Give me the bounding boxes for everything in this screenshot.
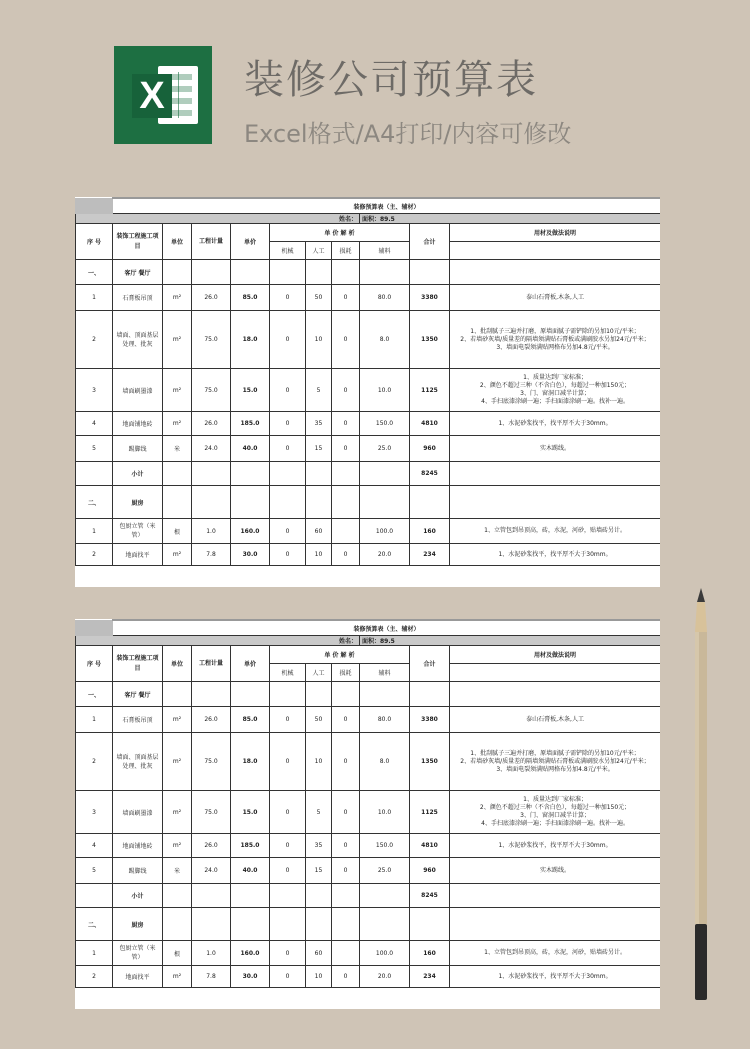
row-total: 1125 bbox=[410, 369, 450, 412]
row-qty: 26.0 bbox=[192, 412, 231, 436]
row-name: 地面找平 bbox=[113, 966, 163, 988]
row-mat: 25.0 bbox=[360, 436, 410, 462]
row-qty: 1.0 bbox=[192, 941, 231, 966]
row-name: 地面铺地砖 bbox=[113, 412, 163, 436]
row-total: 4810 bbox=[410, 834, 450, 858]
sheet-title: 装修预算表（主、辅材） bbox=[113, 620, 661, 636]
row-unit: m² bbox=[163, 791, 192, 834]
row-labor: 10 bbox=[306, 311, 332, 369]
row-mat: 80.0 bbox=[360, 285, 410, 311]
header-qty: 工程计量 bbox=[192, 224, 231, 260]
row-mech: 0 bbox=[270, 834, 306, 858]
row-qty: 75.0 bbox=[192, 791, 231, 834]
row-desc: 1、质量达到厂家标准； 2、颜色不超过三种（不含白色），每超过一种加150元； 3、门、窗洞口减半计算； 4、手扫底漆涂刷一遍；手扫面漆涂刷一遍。找补一遍。 bbox=[450, 369, 661, 412]
area-label: 面积：89.5 bbox=[360, 214, 661, 224]
section-name: 客厅 餐厅 bbox=[113, 260, 163, 285]
row-labor: 5 bbox=[306, 791, 332, 834]
subtotal-value: 8245 bbox=[410, 884, 450, 908]
row-no: 4 bbox=[76, 834, 113, 858]
row-name: 墙面刷墨漆 bbox=[113, 791, 163, 834]
header-total: 合计 bbox=[410, 646, 450, 682]
row-total: 234 bbox=[410, 544, 450, 566]
subtotal-value: 8245 bbox=[410, 462, 450, 486]
row-desc: 1、立管包到吊顶高，砖，水泥，河砂，贴墙砖另计。 bbox=[450, 519, 661, 544]
row-desc: 1、立管包到吊顶高，砖，水泥，河砂，贴墙砖另计。 bbox=[450, 941, 661, 966]
row-aux: 0 bbox=[332, 285, 360, 311]
row-qty: 26.0 bbox=[192, 707, 231, 733]
pencil-icon bbox=[694, 588, 708, 1000]
row-price: 18.0 bbox=[231, 311, 270, 369]
row-labor: 15 bbox=[306, 858, 332, 884]
row-qty: 75.0 bbox=[192, 369, 231, 412]
section-name: 客厅 餐厅 bbox=[113, 682, 163, 707]
row-aux: 0 bbox=[332, 733, 360, 791]
row-mat: 150.0 bbox=[360, 412, 410, 436]
header-seq: 序 号 bbox=[76, 646, 113, 682]
row-aux: 0 bbox=[332, 707, 360, 733]
row-mat: 20.0 bbox=[360, 544, 410, 566]
row-total: 4810 bbox=[410, 412, 450, 436]
row-desc: 1、批刮腻子三遍并打磨，原墙面腻子需铲除的另加10元/平米； 2、若墙砂灰墙/质量差的隔墙须满贴石膏板或满刷胶水另加24元/平米； 3、墙面电裂须满贴网格布另加4.8元/平米。 bbox=[450, 733, 661, 791]
section-number: 一、 bbox=[76, 682, 113, 707]
row-price: 85.0 bbox=[231, 285, 270, 311]
row-qty: 26.0 bbox=[192, 285, 231, 311]
row-aux: 0 bbox=[332, 834, 360, 858]
header-desc: 用材及做法说明 bbox=[450, 646, 661, 664]
row-mech: 0 bbox=[270, 436, 306, 462]
row-unit: m² bbox=[163, 834, 192, 858]
row-no: 5 bbox=[76, 858, 113, 884]
header-main-mat: 辅料 bbox=[360, 242, 410, 260]
section-number: 二、 bbox=[76, 486, 113, 519]
client-name-label: 姓名： bbox=[76, 636, 360, 646]
row-price: 30.0 bbox=[231, 544, 270, 566]
row-name: 石膏板吊顶 bbox=[113, 707, 163, 733]
row-price: 185.0 bbox=[231, 834, 270, 858]
row-unit: 根 bbox=[163, 941, 192, 966]
row-total: 3380 bbox=[410, 707, 450, 733]
row-mech: 0 bbox=[270, 707, 306, 733]
row-name: 包厨立管（米管） bbox=[113, 941, 163, 966]
row-price: 40.0 bbox=[231, 436, 270, 462]
row-name: 墙面、顶面基层处理、批灰 bbox=[113, 733, 163, 791]
row-price: 185.0 bbox=[231, 412, 270, 436]
row-desc: 泰山石膏板,木条,人工 bbox=[450, 707, 661, 733]
budget-table bbox=[75, 619, 660, 988]
row-mat: 8.0 bbox=[360, 311, 410, 369]
header-desc: 用材及做法说明 bbox=[450, 224, 661, 242]
row-unit: 米 bbox=[163, 436, 192, 462]
row-labor: 15 bbox=[306, 436, 332, 462]
row-unit: m² bbox=[163, 544, 192, 566]
header-item: 装饰工程施工项目 bbox=[113, 646, 163, 682]
row-unit: 根 bbox=[163, 519, 192, 544]
row-labor: 35 bbox=[306, 412, 332, 436]
section-name: 厨房 bbox=[113, 486, 163, 519]
header-main-mat: 辅料 bbox=[360, 664, 410, 682]
excel-icon bbox=[114, 46, 212, 144]
row-mat: 20.0 bbox=[360, 966, 410, 988]
row-desc: 1、水泥砂浆找平，找平厚不大于30mm。 bbox=[450, 966, 661, 988]
row-unit: m² bbox=[163, 966, 192, 988]
header-seq: 序 号 bbox=[76, 224, 113, 260]
row-aux: 0 bbox=[332, 369, 360, 412]
header-item: 装饰工程施工项目 bbox=[113, 224, 163, 260]
header-mech: 机械 bbox=[270, 664, 306, 682]
row-total: 1125 bbox=[410, 791, 450, 834]
row-aux: 0 bbox=[332, 858, 360, 884]
row-total: 1350 bbox=[410, 311, 450, 369]
row-desc: 1、质量达到厂家标准； 2、颜色不超过三种（不含白色），每超过一种加150元； 3、门、窗洞口减半计算； 4、手扫底漆涂刷一遍；手扫面漆涂刷一遍。找补一遍。 bbox=[450, 791, 661, 834]
header-analysis: 单 价 解 析 bbox=[270, 224, 410, 242]
row-no: 1 bbox=[76, 941, 113, 966]
row-desc: 实木踢线。 bbox=[450, 858, 661, 884]
spreadsheet-preview-2 bbox=[75, 619, 660, 1009]
spreadsheet-preview-1 bbox=[75, 197, 660, 587]
row-mech: 0 bbox=[270, 412, 306, 436]
row-no: 2 bbox=[76, 733, 113, 791]
row-mech: 0 bbox=[270, 791, 306, 834]
row-no: 1 bbox=[76, 519, 113, 544]
row-unit: 米 bbox=[163, 858, 192, 884]
header-price: 单价 bbox=[231, 224, 270, 260]
row-price: 30.0 bbox=[231, 966, 270, 988]
row-mat: 8.0 bbox=[360, 733, 410, 791]
row-mat: 80.0 bbox=[360, 707, 410, 733]
row-mat: 10.0 bbox=[360, 369, 410, 412]
header-total: 合计 bbox=[410, 224, 450, 260]
row-price: 15.0 bbox=[231, 369, 270, 412]
row-labor: 10 bbox=[306, 544, 332, 566]
row-mech: 0 bbox=[270, 369, 306, 412]
row-unit: m² bbox=[163, 369, 192, 412]
row-total: 960 bbox=[410, 858, 450, 884]
row-labor: 50 bbox=[306, 707, 332, 733]
row-mat: 100.0 bbox=[360, 941, 410, 966]
row-unit: m² bbox=[163, 412, 192, 436]
row-mat: 100.0 bbox=[360, 519, 410, 544]
row-desc: 1、水泥砂浆找平，找平厚不大于30mm。 bbox=[450, 412, 661, 436]
row-desc: 1、水泥砂浆找平，找平厚不大于30mm。 bbox=[450, 544, 661, 566]
row-no: 5 bbox=[76, 436, 113, 462]
row-total: 1350 bbox=[410, 733, 450, 791]
header-labor: 人工 bbox=[306, 664, 332, 682]
row-aux: 0 bbox=[332, 311, 360, 369]
row-aux bbox=[332, 519, 360, 544]
row-qty: 75.0 bbox=[192, 733, 231, 791]
row-mech: 0 bbox=[270, 733, 306, 791]
row-aux: 0 bbox=[332, 412, 360, 436]
section-number: 二、 bbox=[76, 908, 113, 941]
row-qty: 24.0 bbox=[192, 436, 231, 462]
section-name: 厨房 bbox=[113, 908, 163, 941]
row-qty: 24.0 bbox=[192, 858, 231, 884]
row-mech: 0 bbox=[270, 285, 306, 311]
row-mech: 0 bbox=[270, 544, 306, 566]
row-desc: 泰山石膏板,木条,人工 bbox=[450, 285, 661, 311]
row-unit: m² bbox=[163, 733, 192, 791]
row-desc: 1、水泥砂浆找平，找平厚不大于30mm。 bbox=[450, 834, 661, 858]
row-name: 墙面刷墨漆 bbox=[113, 369, 163, 412]
header-mech: 机械 bbox=[270, 242, 306, 260]
row-qty: 7.8 bbox=[192, 544, 231, 566]
row-qty: 7.8 bbox=[192, 966, 231, 988]
row-qty: 1.0 bbox=[192, 519, 231, 544]
row-price: 85.0 bbox=[231, 707, 270, 733]
row-price: 160.0 bbox=[231, 519, 270, 544]
page-title: 装修公司预算表 bbox=[244, 57, 538, 103]
budget-table bbox=[75, 197, 660, 566]
subtotal-label: 小计 bbox=[113, 884, 163, 908]
row-no: 3 bbox=[76, 369, 113, 412]
header-analysis: 单 价 解 析 bbox=[270, 646, 410, 664]
row-price: 15.0 bbox=[231, 791, 270, 834]
header-labor: 人工 bbox=[306, 242, 332, 260]
row-name: 踢脚线 bbox=[113, 436, 163, 462]
header-aux: 损耗 bbox=[332, 664, 360, 682]
header-aux: 损耗 bbox=[332, 242, 360, 260]
row-mech: 0 bbox=[270, 858, 306, 884]
row-labor: 60 bbox=[306, 519, 332, 544]
area-label: 面积：89.5 bbox=[360, 636, 661, 646]
row-desc: 实木踢线。 bbox=[450, 436, 661, 462]
row-mech: 0 bbox=[270, 941, 306, 966]
row-total: 3380 bbox=[410, 285, 450, 311]
row-price: 18.0 bbox=[231, 733, 270, 791]
row-mat: 150.0 bbox=[360, 834, 410, 858]
row-no: 1 bbox=[76, 285, 113, 311]
subtotal-label: 小计 bbox=[113, 462, 163, 486]
header-price: 单价 bbox=[231, 646, 270, 682]
header-unit: 单位 bbox=[163, 224, 192, 260]
row-name: 踢脚线 bbox=[113, 858, 163, 884]
row-total: 960 bbox=[410, 436, 450, 462]
row-mat: 10.0 bbox=[360, 791, 410, 834]
row-aux: 0 bbox=[332, 436, 360, 462]
row-labor: 50 bbox=[306, 285, 332, 311]
client-name-label: 姓名： bbox=[76, 214, 360, 224]
row-qty: 26.0 bbox=[192, 834, 231, 858]
excel-x-letter: X bbox=[132, 74, 172, 118]
row-aux: 0 bbox=[332, 791, 360, 834]
row-mech: 0 bbox=[270, 966, 306, 988]
row-unit: m² bbox=[163, 285, 192, 311]
row-name: 石膏板吊顶 bbox=[113, 285, 163, 311]
row-mat: 25.0 bbox=[360, 858, 410, 884]
row-aux: 0 bbox=[332, 966, 360, 988]
row-name: 墙面、顶面基层处理、批灰 bbox=[113, 311, 163, 369]
row-price: 40.0 bbox=[231, 858, 270, 884]
row-no: 2 bbox=[76, 311, 113, 369]
row-desc: 1、批刮腻子三遍并打磨，原墙面腻子需铲除的另加10元/平米； 2、若墙砂灰墙/质量差的隔墙须满贴石膏板或满刷胶水另加24元/平米； 3、墙面电裂须满贴网格布另加4.8元/平米。 bbox=[450, 311, 661, 369]
row-aux bbox=[332, 941, 360, 966]
row-no: 4 bbox=[76, 412, 113, 436]
row-no: 1 bbox=[76, 707, 113, 733]
header-unit: 单位 bbox=[163, 646, 192, 682]
row-total: 160 bbox=[410, 519, 450, 544]
header-qty: 工程计量 bbox=[192, 646, 231, 682]
row-unit: m² bbox=[163, 707, 192, 733]
row-labor: 10 bbox=[306, 733, 332, 791]
row-no: 2 bbox=[76, 544, 113, 566]
row-labor: 35 bbox=[306, 834, 332, 858]
row-aux: 0 bbox=[332, 544, 360, 566]
row-mech: 0 bbox=[270, 519, 306, 544]
row-total: 160 bbox=[410, 941, 450, 966]
row-no: 3 bbox=[76, 791, 113, 834]
page-subtitle: Excel格式/A4打印/内容可修改 bbox=[244, 120, 572, 148]
row-name: 地面铺地砖 bbox=[113, 834, 163, 858]
row-unit: m² bbox=[163, 311, 192, 369]
sheet-title: 装修预算表（主、辅材） bbox=[113, 198, 661, 214]
row-name: 地面找平 bbox=[113, 544, 163, 566]
row-labor: 60 bbox=[306, 941, 332, 966]
row-mech: 0 bbox=[270, 311, 306, 369]
row-price: 160.0 bbox=[231, 941, 270, 966]
row-qty: 75.0 bbox=[192, 311, 231, 369]
section-number: 一、 bbox=[76, 260, 113, 285]
row-total: 234 bbox=[410, 966, 450, 988]
row-no: 2 bbox=[76, 966, 113, 988]
row-labor: 10 bbox=[306, 966, 332, 988]
row-labor: 5 bbox=[306, 369, 332, 412]
row-name: 包厨立管（米管） bbox=[113, 519, 163, 544]
